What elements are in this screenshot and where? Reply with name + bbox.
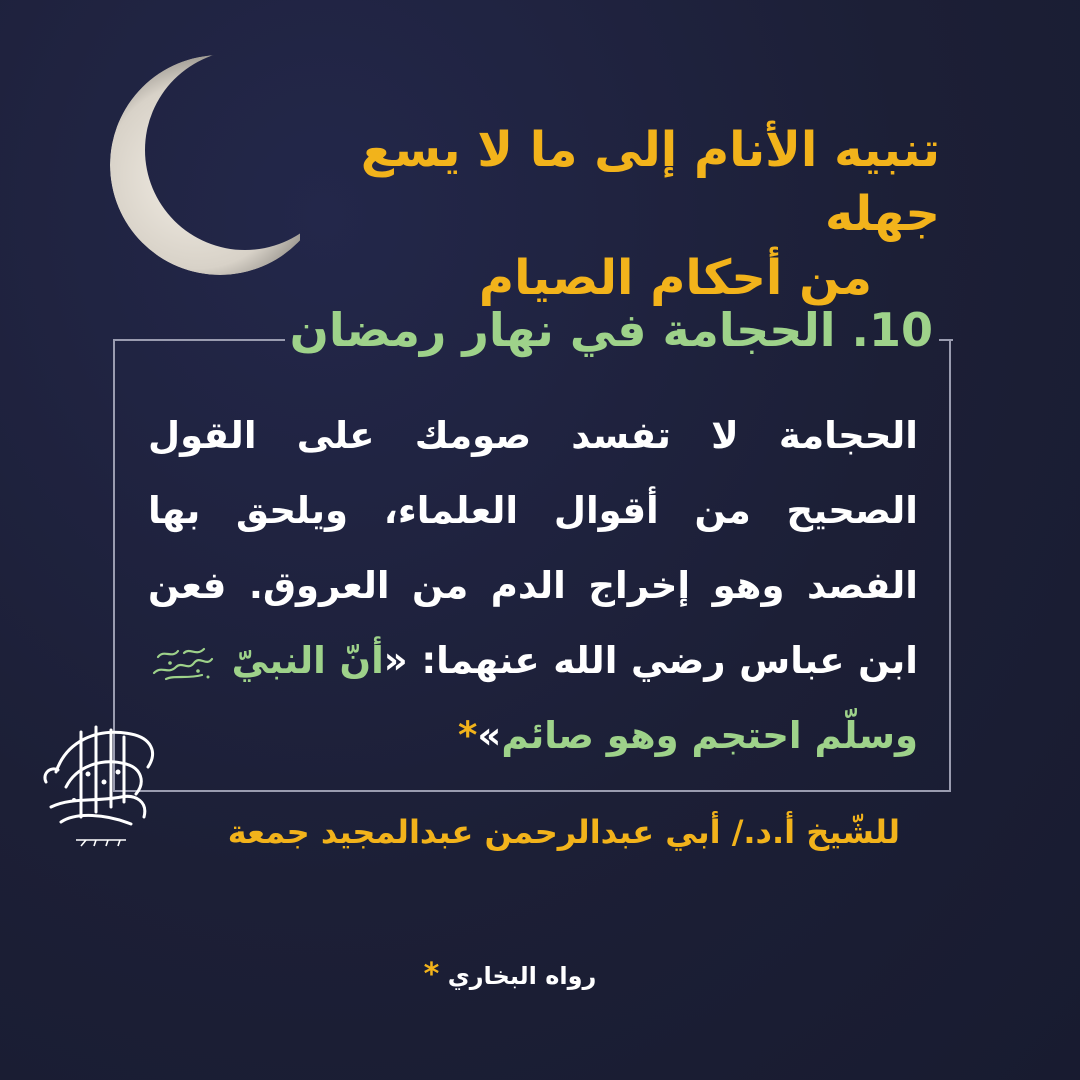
- page-title: [300, 118, 940, 310]
- title-line-2: من أحكام الصيام: [478, 250, 872, 306]
- hadith-part-2: وسلّم احتجم وهو صائم: [501, 714, 918, 757]
- calligraphy-logo: [36, 712, 166, 862]
- salawat-calligraphy-icon: [148, 643, 218, 683]
- section-heading: 10. الحجامة في نهار رمضان: [289, 303, 933, 357]
- title-line-1: تنبيه الأنام إلى ما لا يسع جهله: [360, 122, 940, 242]
- body-paragraph: [148, 398, 918, 773]
- author-credit: للشّيخ أ.د./ أبي عبدالرحمن عبدالمجيد جمعة: [227, 813, 900, 851]
- body-text-plain: الحجامة لا تفسد صومك على القول الصحيح من أقوال العلماء، ويلحق بها الفصد وهو إخراج الدم من العروق. فعن ابن عباس رضي الله عنهما:: [148, 414, 918, 682]
- hadith-part-1: أنّ النبيّ: [218, 639, 384, 682]
- open-quote: «: [383, 639, 408, 682]
- footnote-text: رواه البخاري: [447, 962, 597, 990]
- footnote-star: *: [423, 957, 440, 992]
- crescent-moon-icon: [60, 40, 300, 280]
- footnote-marker: *: [458, 714, 478, 757]
- close-quote: »: [477, 714, 502, 757]
- footnote: [380, 955, 640, 996]
